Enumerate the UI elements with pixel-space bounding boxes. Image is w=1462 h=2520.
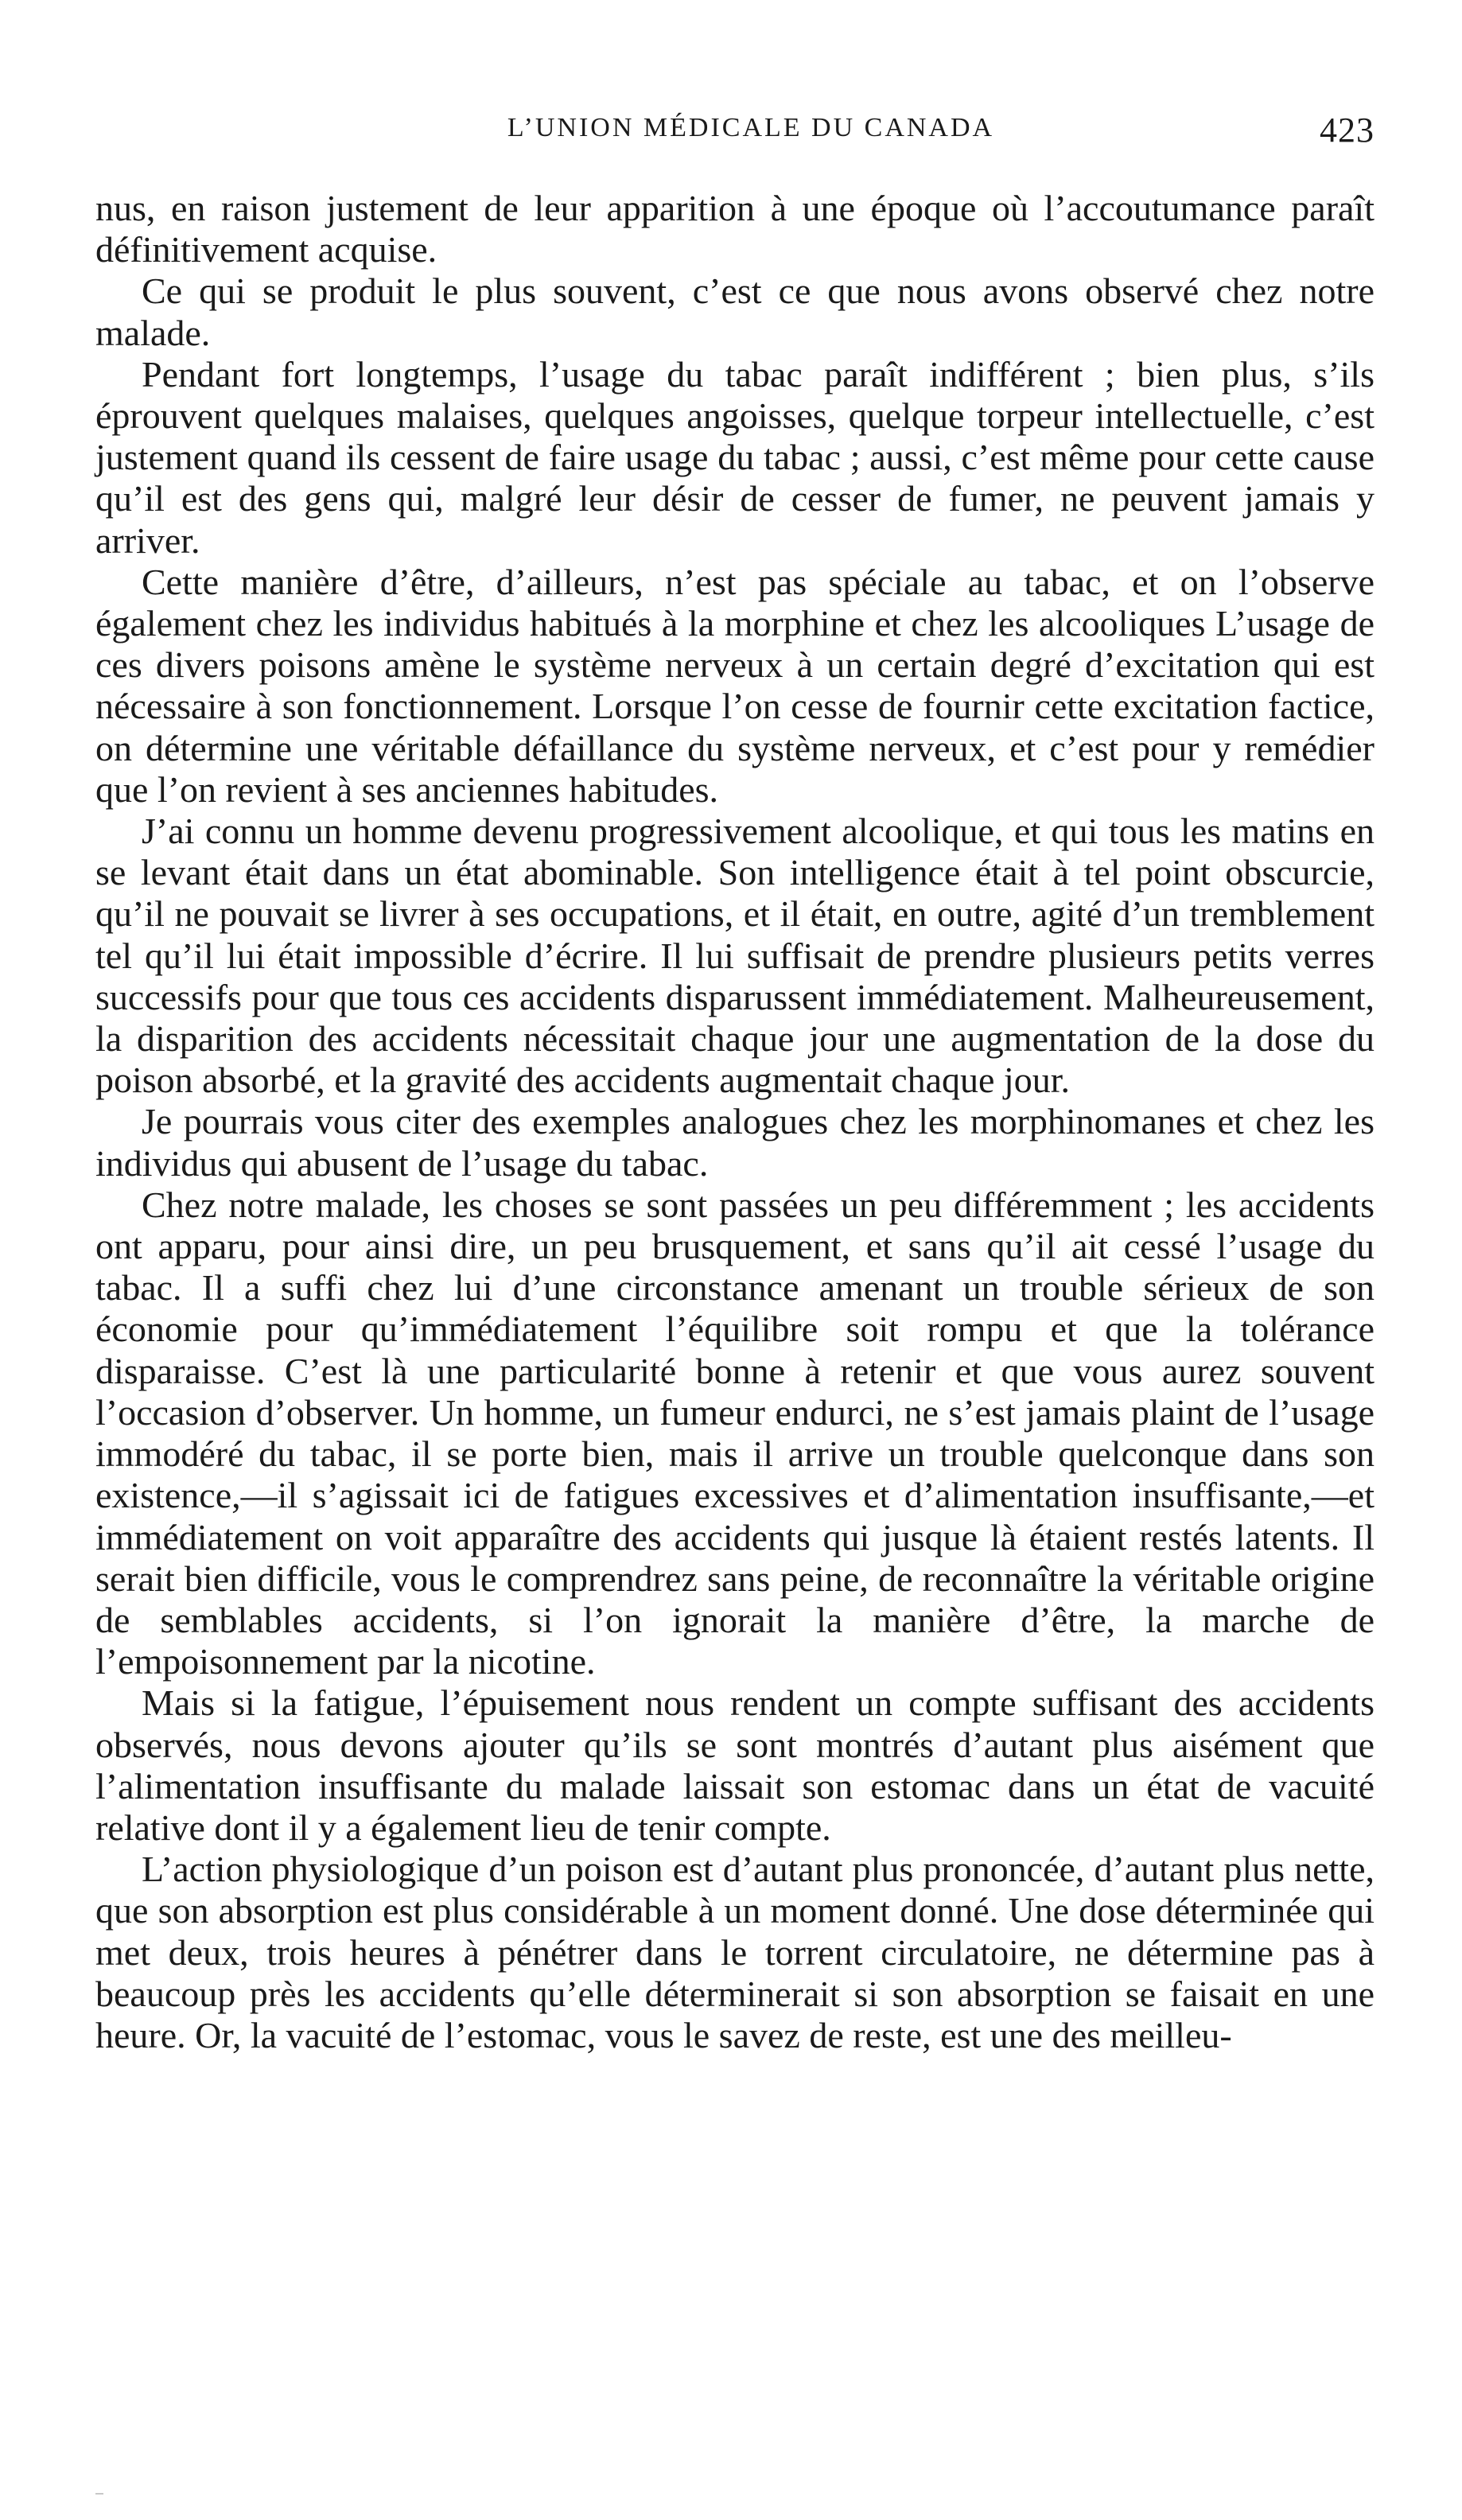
page-edge-mark [95,2493,103,2495]
body-text [95,188,1375,2056]
paragraph: J’ai connu un homme devenu progressivement alcoolique, et qui tous les matins en se levant était dans un état abominable. Son intelligence était à tel point obscurcie, qu’il ne pouvait se livrer à ses occupations, et il était, en outre, agité d’un tremblement tel qu’il lui était impossible d’écrire. Il lui suffisait de prendre plusieurs petits verres successifs pour que tous ces accidents disparussent immédiatement. Malheureusement, la disparition des accidents nécessitait chaque jour une augmentation de la dose du poison absorbé, et la gravité des accidents augmentait chaque jour. [95,811,1375,1101]
paragraph: Je pourrais vous citer des exemples analogues chez les morphinomanes et chez les individus qui abusent de l’usage du tabac. [95,1101,1375,1184]
paragraph: Cette manière d’être, d’ailleurs, n’est pas spéciale au tabac, et on l’observe également chez les individus habitués à la morphine et chez les alcooliques L’usage de ces divers poisons amène le système nerveux à un certain degré d’excitation qui est nécessaire à son fonctionnement. Lorsque l’on cesse de fournir cette excitation factice, on détermine une véritable défaillance du système nerveux, et c’est pour y remédier que l’on revient à ses anciennes habitudes. [95,561,1375,810]
paragraph: nus, en raison justement de leur apparition à une époque où l’accoutumance paraît définitivement acquise. [95,188,1375,270]
journal-title: L’UNION MÉDICALE DU CANADA [507,113,995,142]
paragraph: L’action physiologique d’un poison est d’autant plus prononcée, d’autant plus nette, que son absorption est plus considérable à un moment donné. Une dose déterminée qui met deux, trois heures à pénétrer dans le torrent circulatoire, ne détermine pas à beaucoup près les accidents qu’elle déterminerait si son absorption se faisait en une heure. Or, la vacuité de l’estomac, vous le savez de reste, est une des meilleu- [95,1849,1375,2055]
paragraph: Chez notre malade, les choses se sont passées un peu différemment ; les accidents ont apparu, pour ainsi dire, un peu brusquement, et sans qu’il ait cessé l’usage du tabac. Il a suffi chez lui d’une circonstance amenant un trouble sérieux de son économie pour qu’immédiatement l’équilibre soit rompu et que la tolérance disparaisse. C’est là une particularité bonne à retenir et que vous aurez souvent l’occasion d’observer. Un homme, un fumeur endurci, ne s’est jamais plaint de l’usage immodéré du tabac, il se porte bien, mais il arrive un trouble quelconque dans son existence,—il s’agissait ici de fatigues excessives et d’alimentation insuffisante,—et immédiatement on voit apparaître des accidents qui jusque là étaient restés latents. Il serait bien difficile, vous le comprendrez sans peine, de reconnaître la véritable origine de semblables accidents, si l’on ignorait la manière d’être, la marche de l’empoisonnement par la nicotine. [95,1184,1375,1682]
paragraph: Pendant fort longtemps, l’usage du tabac paraît indifférent ; bien plus, s’ils éprouvent quelques malaises, quelques angoisses, quelque torpeur intellectuelle, c’est justement quand ils cessent de faire usage du tabac ; aussi, c’est même pour cette cause qu’il est des gens qui, malgré leur désir de cesser de fumer, ne peuvent jamais y arriver. [95,353,1375,561]
running-head [95,113,1375,161]
paragraph: Ce qui se produit le plus souvent, c’est ce que nous avons observé chez notre malade. [95,270,1375,353]
page-number: 423 [1320,111,1375,150]
paragraph: Mais si la fatigue, l’épuisement nous rendent un compte suffisant des accidents observés, nous devons ajouter qu’ils se sont montrés d’autant plus aisément que l’alimentation insuffisante du malade laissait son estomac dans un état de vacuité relative dont il y a également lieu de tenir compte. [95,1682,1375,1848]
